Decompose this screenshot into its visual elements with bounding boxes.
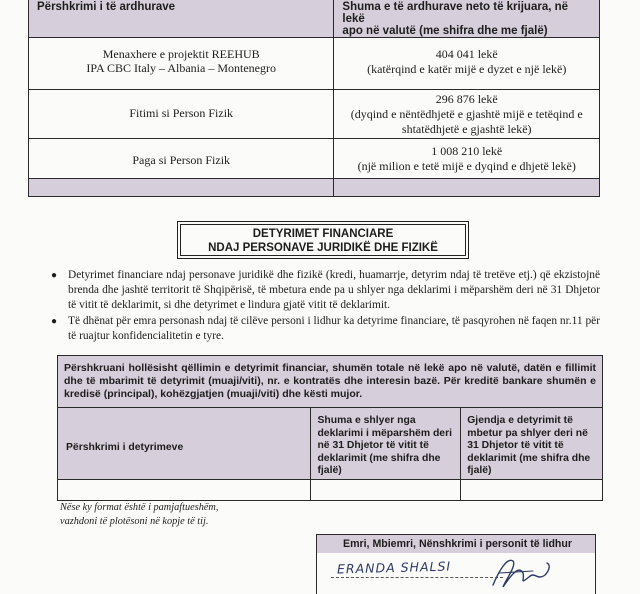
income-amount-cell [334,139,600,179]
section-title-box [177,221,469,259]
income-amount: 404 041 lekë [435,47,498,61]
income-blank-row [29,179,600,197]
section-title-line1: DETYRIMET FINANCIARE [252,228,394,240]
continuation-note [60,501,218,529]
income-source-line2: IPA CBC Italy – Albania – Montenegro [86,61,276,75]
instruction-text: Detyrimet financiare ndaj personave juridikë dhe fizikë (kredi, huamarrje, detyrim ndaj të tretëve etj.) që ekzistojnë brenda dhe jashtë territorit të Shqipërisë, të mbetura ende pa u shlyer nga deklarimi i mëparshëm deri në 31 Dhjetor të vitit të deklarimit, si dhe detyrimet e lindura gjatë vitit të deklarimit. [68,269,600,311]
debts-header-description [58,408,311,480]
section-title [180,224,466,256]
income-row [29,139,600,179]
income-header-description-text: Përshkrimi i të ardhurave [37,1,176,13]
debts-header-balance [461,408,603,480]
income-amount-words: (një milion e tetë mijë e dyqind e dhjetë lekë) [357,159,576,173]
bullet-icon: ● [51,270,58,281]
signature-box [316,534,596,594]
income-source-line1: Menaxhere e projektit REEHUB [102,47,260,61]
instruction-item [48,268,600,313]
section-title-line2: NDAJ PERSONAVE JURIDIKË DHE FIZIKË [208,242,438,254]
income-source-cell [29,90,334,139]
debts-intro-cell [58,356,603,408]
debts-header-description-text: Përshkrimi i detyrimeve [66,442,184,453]
income-source-cell [29,139,334,179]
continuation-note-line2: vazhdoni të plotësoni në kopje të tij. [60,516,209,527]
signature-line [331,577,503,578]
income-header-amount [334,0,600,38]
income-amount-words: (dyqind e nëntëdhjetë e gjashtë mijë e tetëqind e shtatëdhjetë e gjashtë lekë) [350,107,583,136]
income-amount-cell [334,38,600,90]
signature-label: Emri, Mbiemri, Nënshkrimi i personit të lidhur [317,535,595,553]
debts-header-balance-text: Gjendja e detyrimit të mbetur pa shlyer deri në 31 Dhjetor të vitit të deklarimit (me shifra dhe fjalë) [467,415,591,476]
income-amount-words: (katërqind e katër mijë e dyzet e një lekë) [367,62,567,76]
debts-table [57,355,603,501]
income-header-amount-line2: apo në valutë (me shifra dhe me fjalë) [342,25,548,37]
handwritten-name: ERANDA SHALSI [336,558,452,577]
instructions-list [48,268,600,345]
income-amount: 1 008 210 lekë [431,144,503,158]
income-source-line1: Fitimi si Person Fizik [129,106,234,120]
debts-entry-paid-field[interactable] [311,480,461,501]
debts-entry-balance-field[interactable] [461,480,603,501]
debts-header-row [58,408,603,480]
income-table-header [29,0,600,38]
signature-scribble-icon [489,551,555,591]
debts-intro-text: Përshkruani hollësisht qëllimin e detyrimit financiar, shumën totale në lekë apo në valutë, datën e fillimit dhe të mbarimit të detyrimit (muaji/viti), nr. e kontratës dhe interesin bazë. Për kreditë bankare shumën e kredisë (principal), kohëzgjatjen (muaji/viti) dhe kësti mujor. [64,361,596,401]
bullet-icon: ● [51,316,58,327]
instruction-text: Të dhënat për emra personash ndaj të cilëve personi i lidhur ka detyrime financiare, të pasqyrohen në faqen nr.11 për të ruajtur konfidencialitetin e tyre. [68,315,600,342]
income-table [28,0,600,197]
income-source-cell [29,38,334,90]
income-row [29,38,600,90]
continuation-note-line1: Nëse ky format është i pamjaftueshëm, [60,502,219,513]
debts-entry-row [58,480,603,501]
debts-intro-row [58,356,603,408]
income-blank-cell [29,179,334,197]
debts-header-paid-text: Shuma e shlyer nga deklarimi i mëparshëm deri në 31 Dhjetor të vitit të deklarimit (me shifra dhe fjalë) [317,415,453,476]
income-amount: 296 876 lekë [435,92,498,106]
income-header-amount-line1: Shuma e të ardhurave neto të krijuara, në lekë [342,1,569,25]
income-header-description [29,0,334,38]
debts-header-paid [311,408,461,480]
debts-entry-description-field[interactable] [58,480,311,501]
income-source-line1: Paga si Person Fizik [132,153,231,167]
instruction-item [48,314,600,344]
income-blank-cell [334,179,600,197]
income-row [29,90,600,139]
income-amount-cell [334,90,600,139]
